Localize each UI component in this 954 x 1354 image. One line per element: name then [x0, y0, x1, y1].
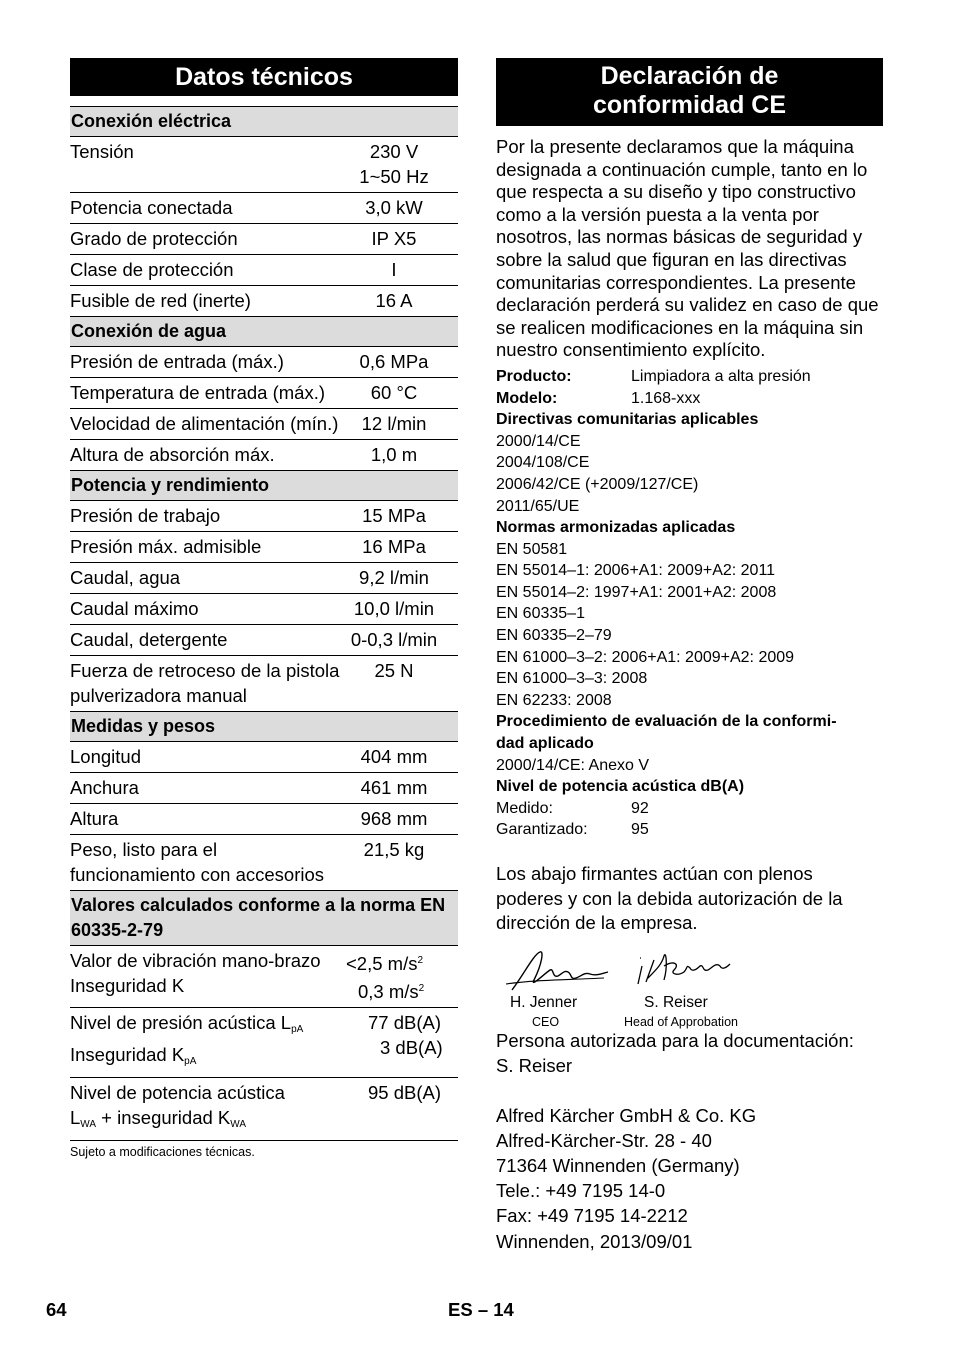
spec-value: 10,0 l/min: [346, 594, 458, 625]
spec-label: Presión máx. admisible: [70, 532, 346, 563]
signer-2-name: S. Reiser: [644, 993, 708, 1011]
norms-heading: Normas armonizadas aplicadas: [496, 519, 736, 537]
calc-heading: Valores calculados conforme a la norma EN 60335-2-79: [70, 891, 458, 946]
spec-value: 25 N: [346, 656, 458, 712]
spec-row: [70, 255, 458, 286]
spec-value: 21,5 kg: [346, 835, 458, 891]
technical-data-title: Datos técnicos: [70, 58, 458, 96]
spec-value: 15 MPa: [346, 501, 458, 532]
spec-label: Peso, listo para el funcionamiento con accesorios: [70, 835, 346, 891]
spec-label: Clase de protección: [70, 255, 346, 286]
list-item: EN 61000–3–2: 2006+A1: 2009+A2: 2009: [496, 648, 795, 666]
spec-value: 12 l/min: [346, 409, 458, 440]
spec-row: [70, 563, 458, 594]
model-value: 1.168-xxx: [631, 389, 701, 407]
sound-pressure-uncertainty-value: 3 dB(A): [380, 1037, 443, 1058]
spec-row: [70, 625, 458, 656]
list-item: 2011/65/UE: [496, 497, 580, 515]
spec-label: Altura de absorción máx.: [70, 440, 346, 471]
spec-row: [70, 656, 458, 712]
spec-value: 968 mm: [346, 804, 458, 835]
sound-pressure-label: Nivel de presión acústica L: [70, 1012, 292, 1033]
measured-value: 92: [631, 799, 649, 817]
declaration-column: [496, 58, 883, 1254]
signer-1-role: CEO: [532, 1014, 560, 1029]
list-item: 71364 Winnenden (Germany): [496, 1154, 740, 1176]
declaration-title: Declaración de conformidad CE: [496, 58, 883, 126]
technical-data-column: [70, 58, 458, 1159]
spec-row: [70, 594, 458, 625]
spec-label: Presión de trabajo: [70, 501, 346, 532]
spec-section-heading: Potencia y rendimiento: [70, 471, 458, 501]
spec-row: [70, 193, 458, 224]
spec-row-sound-pressure: Nivel de presión acústica $L_{pA}$ Inseguridad $K_{pA}$ 77 dB(A) 3 dB(A): [70, 1008, 458, 1078]
spec-value: 0,6 MPa: [346, 347, 458, 378]
spec-row: [70, 835, 458, 891]
spec-row: [70, 347, 458, 378]
spec-row: [70, 532, 458, 563]
spec-label: Longitud: [70, 742, 346, 773]
spec-value: 16 MPa: [346, 532, 458, 563]
list-item: Tele.: +49 7195 14-0: [496, 1179, 666, 1201]
spec-label: Temperatura de entrada (máx.): [70, 378, 346, 409]
list-item: 2004/108/CE: [496, 454, 590, 472]
list-item: 2006/42/CE (+2009/127/CE): [496, 475, 699, 493]
page-number: 64: [46, 1299, 67, 1320]
signature-jenner: [504, 944, 614, 996]
spec-section-heading: Conexión de agua: [70, 317, 458, 347]
vibration-label: Valor de vibración mano-brazo: [70, 950, 321, 971]
spec-row: [70, 742, 458, 773]
spec-row: [70, 409, 458, 440]
spec-row-sound-power: Nivel de potencia acústica $L_{WA}$ + inseguridad $K_{WA}$ 95 dB(A): [70, 1078, 458, 1141]
authorized-person: Persona autorizada para la documentación: S. Reiser: [496, 1029, 854, 1076]
spec-label: Caudal máximo: [70, 594, 346, 625]
company-address: [496, 1103, 883, 1228]
place-date: Winnenden, 2013/09/01: [496, 1230, 693, 1252]
spec-value: 461 mm: [346, 773, 458, 804]
spec-row: [70, 137, 458, 193]
list-item: EN 60335–2–79: [496, 627, 612, 645]
sound-power-label: Nivel de potencia acústica: [70, 1082, 285, 1103]
spec-row: [70, 804, 458, 835]
list-item: EN 62233: 2008: [496, 691, 612, 709]
spec-value: 404 mm: [346, 742, 458, 773]
spec-value: I: [346, 255, 458, 286]
spec-label: Altura: [70, 804, 346, 835]
uncertainty-label: Inseguridad K: [70, 975, 185, 996]
directives-heading: Directivas comunitarias aplicables: [496, 411, 759, 429]
spec-value: 1,0 m: [346, 440, 458, 471]
spec-row: [70, 440, 458, 471]
procedure-heading: Procedimiento de evaluación de la conformi- dad aplicado: [496, 713, 837, 753]
spec-row: [70, 378, 458, 409]
procedure-value: 2000/14/CE: Anexo V: [496, 756, 649, 774]
spec-row-vibration: Valor de vibración mano-brazo Inseguridad K <2,5 $m/s^2$ 0,3 $m/s^2$: [70, 946, 458, 1008]
sound-power-value: 95 dB(A): [368, 1082, 442, 1103]
signer-1-name: H. Jenner: [510, 993, 578, 1011]
spec-label: Fusible de red (inerte): [70, 286, 346, 317]
declaration-intro: Por la presente declaramos que la máquina designada a continuación cumple, tanto en lo que respecta a su diseño y tipo constructivo como a la versión puesta a la venta por nosotros, las normas básicas de seguridad y sobre la salud que figuran en las directivas comunitarias correspondientes. La presente declaración perderá su validez en caso de que se realicen modificaciones en la máquina sin nuestro consentimiento explícito.: [496, 136, 879, 361]
list-item: Alfred-Kärcher-Str. 28 - 40: [496, 1129, 712, 1151]
list-item: 2000/14/CE: [496, 432, 581, 450]
spec-value: 16 A: [346, 286, 458, 317]
footnote: Sujeto a modificaciones técnicas.: [70, 1145, 255, 1159]
list-item: Alfred Kärcher GmbH & Co. KG: [496, 1104, 757, 1126]
spec-table: [70, 106, 458, 1141]
spec-label: Fuerza de retroceso de la pistola pulverizadora manual: [70, 656, 346, 712]
spec-label: Caudal, detergente: [70, 625, 346, 656]
directives-list: [496, 431, 883, 517]
list-item: EN 50581: [496, 540, 568, 558]
list-item: EN 55014–1: 2006+A1: 2009+A2: 2011: [496, 562, 776, 580]
spec-label: Caudal, agua: [70, 563, 346, 594]
sound-pressure-uncertainty-label: Inseguridad K: [70, 1044, 185, 1065]
spec-label: Presión de entrada (máx.): [70, 347, 346, 378]
list-item: EN 61000–3–3: 2008: [496, 670, 648, 688]
product-value: Limpiadora a alta presión: [631, 367, 811, 385]
spec-row: [70, 286, 458, 317]
spec-label: Anchura: [70, 773, 346, 804]
spec-value: 9,2 l/min: [346, 563, 458, 594]
norms-list: [496, 539, 883, 712]
vibration-value: <2,5 m/s: [346, 953, 418, 974]
spec-label: Tensión: [70, 137, 346, 193]
spec-label: Velocidad de alimentación (mín.): [70, 409, 346, 440]
spec-label: Potencia conectada: [70, 193, 346, 224]
list-item: EN 55014–2: 1997+A1: 2001+A2: 2008: [496, 583, 777, 601]
signers-text: Los abajo firmantes actúan con plenos poderes y con la debida autorización de la dirección de la empresa.: [496, 863, 843, 933]
list-item: EN 60335–1: [496, 605, 585, 623]
spec-section-heading: Conexión eléctrica: [70, 107, 458, 137]
spec-row: [70, 773, 458, 804]
signature-reiser: [634, 946, 734, 990]
product-info: Producto: Limpiadora a alta presión Modelo: 1.168-xxx Directivas comunitarias aplicables 2000/14/CE 2004/108/CE 2006/42/CE (+2009/127/CE) 2011/65/UE Normas armonizadas aplicadas EN 50581 EN 55014–1: 2006+A1: 2009+A2: 2011 EN 55014–2: 1997+A1: 2001+A2: 2008 EN 60335–1 EN 60335–2–79 EN 61000–3–2: 2006+A1: 2009+A2: 2009 EN 61000–3–3: 2008 EN 62233: 2008 Procedimiento de evaluación de la conformi- dad aplicado 2000/14/CE: Anexo V Nivel de potencia acústica dB(A) Medido: 92 Garantizado: 95: [496, 366, 883, 841]
vibration-uncertainty-value: 0,3 m/s: [358, 981, 419, 1002]
sound-pressure-value: 77 dB(A): [368, 1012, 442, 1033]
spec-value: 230 V 1~50 Hz: [346, 137, 458, 193]
spec-section-heading: Medidas y pesos: [70, 712, 458, 742]
list-item: Fax: +49 7195 14-2212: [496, 1204, 688, 1226]
spec-row: [70, 501, 458, 532]
spec-value: 3,0 kW: [346, 193, 458, 224]
signer-2-role: Head of Approbation: [624, 1014, 738, 1029]
spec-label: Grado de protección: [70, 224, 346, 255]
signatures: [496, 944, 883, 1029]
noise-heading: Nivel de potencia acústica dB(A): [496, 778, 745, 796]
spec-value: 0-0,3 l/min: [346, 625, 458, 656]
spec-section-heading: [70, 891, 458, 946]
spec-value: 60 °C: [346, 378, 458, 409]
spec-row: [70, 224, 458, 255]
guaranteed-value: 95: [631, 821, 649, 839]
page-section-number: ES – 14: [448, 1299, 514, 1320]
spec-value: IP X5: [346, 224, 458, 255]
